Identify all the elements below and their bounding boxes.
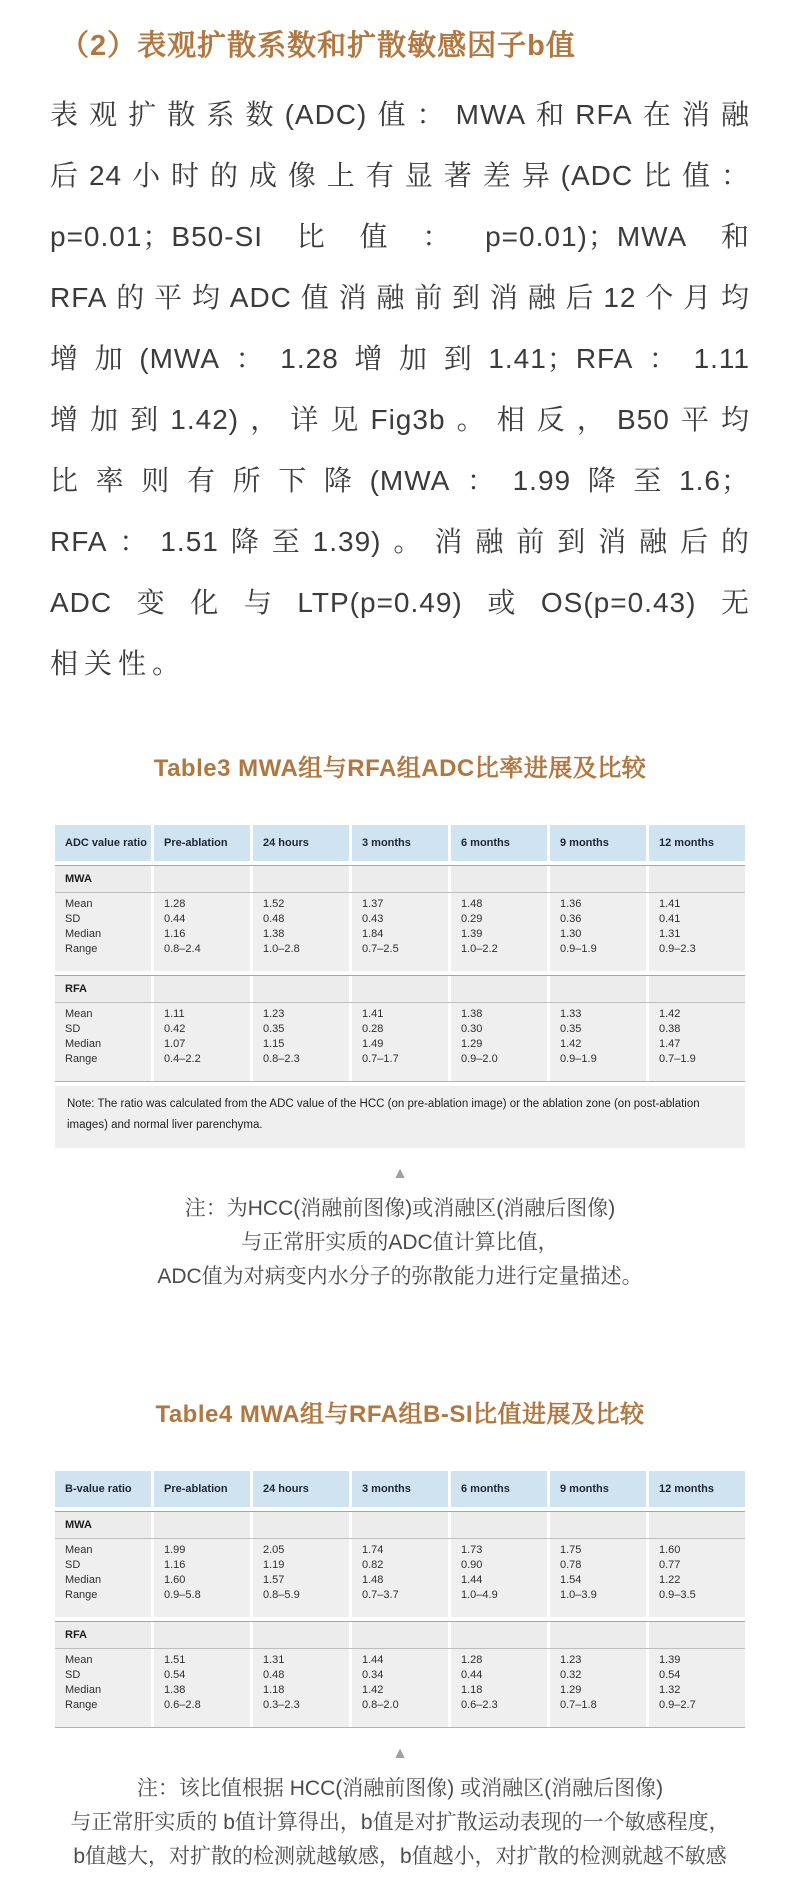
group-cell [253,1512,349,1538]
column-header: 6 months [451,825,547,861]
data-row [55,1683,745,1698]
cell-value: 0.8–2.0 [352,1698,448,1727]
cell-value: 0.29 [451,912,547,927]
table3-caption-block [0,1164,800,1294]
group-label: MWA [55,866,151,892]
caption-line: 注：该比值根据 HCC(消融前图像) 或消融区(消融后图像) [136,1776,664,1800]
group-cell [253,1622,349,1648]
group-label: RFA [55,976,151,1002]
data-row [55,1698,745,1727]
column-header: ADC value ratio [55,825,151,861]
cell-value: 1.31 [649,927,745,942]
group-cell [154,866,250,892]
cell-value: 0.90 [451,1558,547,1573]
table-header-row [55,1471,745,1507]
group-cell [550,866,646,892]
table4-caption-lines [0,1772,800,1874]
group-cell [253,976,349,1002]
group-cell [451,976,547,1002]
table3 [55,825,745,1148]
row-label: Median [55,927,151,942]
cell-value: 0.7–1.8 [550,1698,646,1727]
cell-value: 1.60 [649,1539,745,1558]
column-header: 6 months [451,1471,547,1507]
cell-value: 0.36 [550,912,646,927]
caption-line: 注：为HCC(消融前图像)或消融区(消融后图像) [184,1196,616,1220]
cell-value: 1.29 [451,1037,547,1052]
data-row [55,893,745,912]
group-cell [550,1512,646,1538]
column-header: 24 hours [253,825,349,861]
cell-value: 0.9–3.5 [649,1588,745,1617]
row-label: Mean [55,893,151,912]
column-header: Pre-ablation [154,825,250,861]
cell-value: 0.30 [451,1022,547,1037]
group-cell [550,976,646,1002]
cell-value: 1.41 [649,893,745,912]
group-row [55,975,745,1003]
cell-value: 0.54 [649,1668,745,1683]
cell-value: 0.48 [253,1668,349,1683]
data-row [55,1649,745,1668]
group-row [55,865,745,893]
column-header: 24 hours [253,1471,349,1507]
table-header-row [55,825,745,861]
paragraph-line: 比率则有所下降(MWA：1.99降至1.6； [50,465,750,496]
cell-value: 1.38 [253,927,349,942]
column-header: 12 months [649,1471,745,1507]
paragraph-line: RFA的平均ADC值消融前到消融后12个月均 [50,282,750,313]
table3-caption-lines [0,1192,800,1294]
cell-value: 1.42 [352,1683,448,1698]
cell-value: 0.32 [550,1668,646,1683]
triangle-up-icon: ▲ [392,1164,408,1182]
cell-value: 0.34 [352,1668,448,1683]
cell-value: 1.38 [154,1683,250,1698]
column-header: 9 months [550,1471,646,1507]
cell-value: 1.36 [550,893,646,912]
cell-value: 1.23 [550,1649,646,1668]
row-label: SD [55,1668,151,1683]
data-row [55,1052,745,1081]
cell-value: 0.35 [253,1022,349,1037]
row-label: SD [55,1558,151,1573]
row-label: Mean [55,1649,151,1668]
group-cell [550,1622,646,1648]
data-row [55,1558,745,1573]
group-row [55,1511,745,1539]
paragraph-line: 增加到1.42)，详见Fig3b。相反，B50平均 [50,404,750,435]
group-cell [649,1622,745,1648]
table4-title: Table4 MWA组与RFA组B-SI比值进展及比较 [155,1400,645,1428]
cell-value: 1.16 [154,1558,250,1573]
cell-value: 1.39 [451,927,547,942]
row-label: Range [55,1052,151,1081]
cell-value: 1.31 [253,1649,349,1668]
group-cell [352,1512,448,1538]
group-cell [352,1622,448,1648]
cell-value: 1.52 [253,893,349,912]
cell-value: 0.82 [352,1558,448,1573]
cell-value: 0.9–2.0 [451,1052,547,1081]
column-header: 12 months [649,825,745,861]
cell-value: 0.9–1.9 [550,942,646,971]
cell-value: 1.28 [154,893,250,912]
cell-value: 0.77 [649,1558,745,1573]
data-row [55,942,745,971]
group-cell [451,1512,547,1538]
row-label: SD [55,1022,151,1037]
cell-value: 0.41 [649,912,745,927]
cell-value: 0.38 [649,1022,745,1037]
row-label: Mean [55,1539,151,1558]
cell-value: 1.54 [550,1573,646,1588]
group-data-block [55,1003,745,1082]
section-heading: （2）表观扩散系数和扩散敏感因子b值 [60,30,576,62]
column-header: Pre-ablation [154,1471,250,1507]
caption-line: 与正常肝实质的ADC值计算比值， [241,1230,559,1254]
table3-title: Table3 MWA组与RFA组ADC比率进展及比较 [153,755,647,782]
group-data-block [55,1649,745,1728]
table4-caption-block [0,1744,800,1874]
cell-value: 1.84 [352,927,448,942]
row-label: Range [55,1588,151,1617]
group-label: RFA [55,1622,151,1648]
cell-value: 1.74 [352,1539,448,1558]
cell-value: 0.28 [352,1022,448,1037]
data-row [55,1539,745,1558]
paragraph-line: ADC变化与LTP(p=0.49)或OS(p=0.43)无 [50,587,750,618]
group-cell [154,1512,250,1538]
column-header: 3 months [352,1471,448,1507]
cell-value: 0.8–2.4 [154,942,250,971]
cell-value: 1.16 [154,927,250,942]
cell-value: 0.8–5.9 [253,1588,349,1617]
data-row [55,1668,745,1683]
row-label: Median [55,1683,151,1698]
cell-value: 1.11 [154,1003,250,1022]
group-row [55,1621,745,1649]
group-data-block [55,1539,745,1617]
cell-value: 1.18 [451,1683,547,1698]
paragraph-line: 表观扩散系数(ADC)值：MWA和RFA在消融 [50,99,750,130]
group-cell [352,866,448,892]
row-label: Range [55,1698,151,1727]
group-cell [154,976,250,1002]
paragraph-line: 后24小时的成像上有显著差异(ADC比值： [50,160,750,191]
cell-value: 1.19 [253,1558,349,1573]
cell-value: 1.38 [451,1003,547,1022]
group-cell [649,976,745,1002]
row-label: Median [55,1573,151,1588]
cell-value: 0.9–1.9 [550,1052,646,1081]
cell-value: 1.42 [649,1003,745,1022]
cell-value: 1.60 [154,1573,250,1588]
row-label: SD [55,912,151,927]
table4 [55,1471,745,1728]
cell-value: 0.7–3.7 [352,1588,448,1617]
cell-value: 0.44 [154,912,250,927]
cell-value: 1.0–2.2 [451,942,547,971]
cell-value: 1.73 [451,1539,547,1558]
cell-value: 0.9–5.8 [154,1588,250,1617]
paragraph-line: p=0.01；B50-SI比值：p=0.01)；MWA和 [50,221,750,252]
cell-value: 0.48 [253,912,349,927]
cell-value: 0.3–2.3 [253,1698,349,1727]
table-note: Note: The ratio was calculated from the ADC value of the HCC (on pre-ablation image) or the ablation zone (on post-ablation images) and normal liver parenchyma. [55,1086,745,1148]
cell-value: 1.75 [550,1539,646,1558]
cell-value: 0.6–2.8 [154,1698,250,1727]
row-label: Range [55,942,151,971]
cell-value: 0.4–2.2 [154,1052,250,1081]
data-row [55,1037,745,1052]
cell-value: 0.8–2.3 [253,1052,349,1081]
data-row [55,1573,745,1588]
cell-value: 2.05 [253,1539,349,1558]
group-cell [253,866,349,892]
data-row [55,1022,745,1037]
cell-value: 1.33 [550,1003,646,1022]
cell-value: 1.47 [649,1037,745,1052]
spacer [0,1294,800,1340]
paragraph-line: 增加(MWA：1.28增加到1.41；RFA：1.11 [50,343,750,374]
cell-value: 1.29 [550,1683,646,1698]
cell-value: 1.49 [352,1037,448,1052]
caption-line: b值越大，对扩散的检测就越敏感，b值越小，对扩散的检测就越不敏感 [73,1844,727,1868]
caption-line: ADC值为对病变内水分子的弥散能力进行定量描述。 [157,1264,643,1288]
cell-value: 1.37 [352,893,448,912]
row-label: Median [55,1037,151,1052]
cell-value: 1.44 [352,1649,448,1668]
cell-value: 1.99 [154,1539,250,1558]
cell-value: 1.41 [352,1003,448,1022]
cell-value: 1.39 [649,1649,745,1668]
cell-value: 1.48 [451,893,547,912]
group-cell [352,976,448,1002]
group-cell [154,1622,250,1648]
cell-value: 0.6–2.3 [451,1698,547,1727]
cell-value: 1.30 [550,927,646,942]
cell-value: 1.42 [550,1037,646,1052]
body-paragraph [50,84,750,694]
data-row [55,912,745,927]
cell-value: 0.9–2.3 [649,942,745,971]
cell-value: 0.9–2.7 [649,1698,745,1727]
data-row [55,1003,745,1022]
paragraph-line: RFA：1.51降至1.39)。消融前到消融后的 [50,526,750,557]
cell-value: 1.32 [649,1683,745,1698]
cell-value: 0.43 [352,912,448,927]
group-cell [451,1622,547,1648]
cell-value: 1.48 [352,1573,448,1588]
group-cell [451,866,547,892]
cell-value: 0.44 [451,1668,547,1683]
triangle-up-icon: ▲ [392,1744,408,1762]
cell-value: 1.0–4.9 [451,1588,547,1617]
cell-value: 1.22 [649,1573,745,1588]
group-cell [649,1512,745,1538]
cell-value: 1.0–2.8 [253,942,349,971]
paragraph-line: 相关性。 [50,648,187,679]
cell-value: 0.78 [550,1558,646,1573]
data-row [55,1588,745,1617]
cell-value: 0.7–1.9 [649,1052,745,1081]
cell-value: 0.35 [550,1022,646,1037]
caption-line: 与正常肝实质的 b值计算得出，b值是对扩散运动表现的一个敏感程度， [70,1810,730,1834]
cell-value: 1.07 [154,1037,250,1052]
group-data-block [55,893,745,971]
cell-value: 1.18 [253,1683,349,1698]
cell-value: 1.0–3.9 [550,1588,646,1617]
group-cell [649,866,745,892]
cell-value: 1.57 [253,1573,349,1588]
cell-value: 0.7–1.7 [352,1052,448,1081]
column-header: 3 months [352,825,448,861]
cell-value: 1.44 [451,1573,547,1588]
cell-value: 0.42 [154,1022,250,1037]
cell-value: 1.28 [451,1649,547,1668]
cell-value: 0.54 [154,1668,250,1683]
column-header: B-value ratio [55,1471,151,1507]
column-header: 9 months [550,825,646,861]
row-label: Mean [55,1003,151,1022]
cell-value: 0.7–2.5 [352,942,448,971]
cell-value: 1.23 [253,1003,349,1022]
group-label: MWA [55,1512,151,1538]
cell-value: 1.51 [154,1649,250,1668]
cell-value: 1.15 [253,1037,349,1052]
data-row [55,927,745,942]
